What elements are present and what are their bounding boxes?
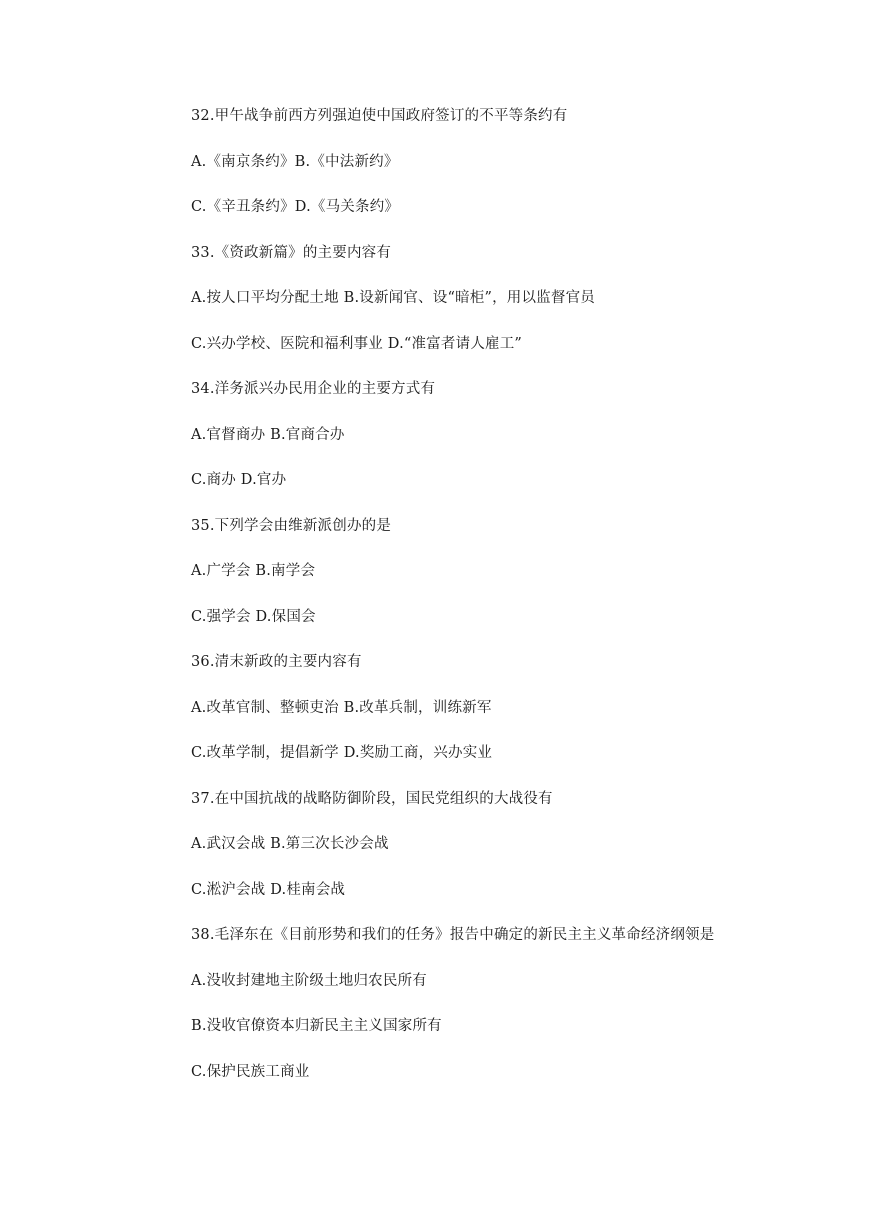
question-list xyxy=(191,103,831,1104)
option-line: C.保护民族工商业 xyxy=(191,1063,310,1080)
question-35: 35.下列学会由维新派创办的是 xyxy=(191,517,392,534)
option-line: A.按人口平均分配土地 B.设新闻官、设“暗柜”，用以监督官员 xyxy=(191,290,595,306)
option-line: A.改革官制、整顿吏治 B.改革兵制，训练新军 xyxy=(191,699,492,716)
question-36: 36.清末新政的主要内容有 xyxy=(191,654,362,670)
option-line: A.《南京条约》B.《中法新约》 xyxy=(191,153,399,170)
option-line: C.改革学制，提倡新学 D.奖励工商，兴办实业 xyxy=(191,745,493,761)
question-37: 37.在中国抗战的战略防御阶段，国民党组织的大战役有 xyxy=(191,790,553,807)
question-34: 34.洋务派兴办民用企业的主要方式有 xyxy=(191,381,436,397)
question-32: 32.甲午战争前西方列强迫使中国政府签订的不平等条约有 xyxy=(191,108,568,124)
question-33: 33.《资政新篇》的主要内容有 xyxy=(191,244,392,261)
option-line: A.官督商办 B.官商合办 xyxy=(191,426,345,443)
option-line: B.没收官僚资本归新民主主义国家所有 xyxy=(191,1018,442,1034)
option-line: C.《辛丑条约》D.《马关条约》 xyxy=(191,199,400,215)
question-38: 38.毛泽东在《目前形势和我们的任务》报告中确定的新民主主义革命经济纲领是 xyxy=(191,927,715,943)
option-line: C.强学会 D.保国会 xyxy=(191,608,316,625)
option-line: C.淞沪会战 D.桂南会战 xyxy=(191,881,346,898)
option-line: A.武汉会战 B.第三次长沙会战 xyxy=(191,836,389,852)
option-line: C.兴办学校、医院和福利事业 D.“准富者请人雇工” xyxy=(191,335,523,352)
option-line: A.没收封建地主阶级土地归农民所有 xyxy=(191,972,427,989)
option-line: C.商办 D.官办 xyxy=(191,472,287,488)
option-line: A.广学会 B.南学会 xyxy=(191,563,316,579)
